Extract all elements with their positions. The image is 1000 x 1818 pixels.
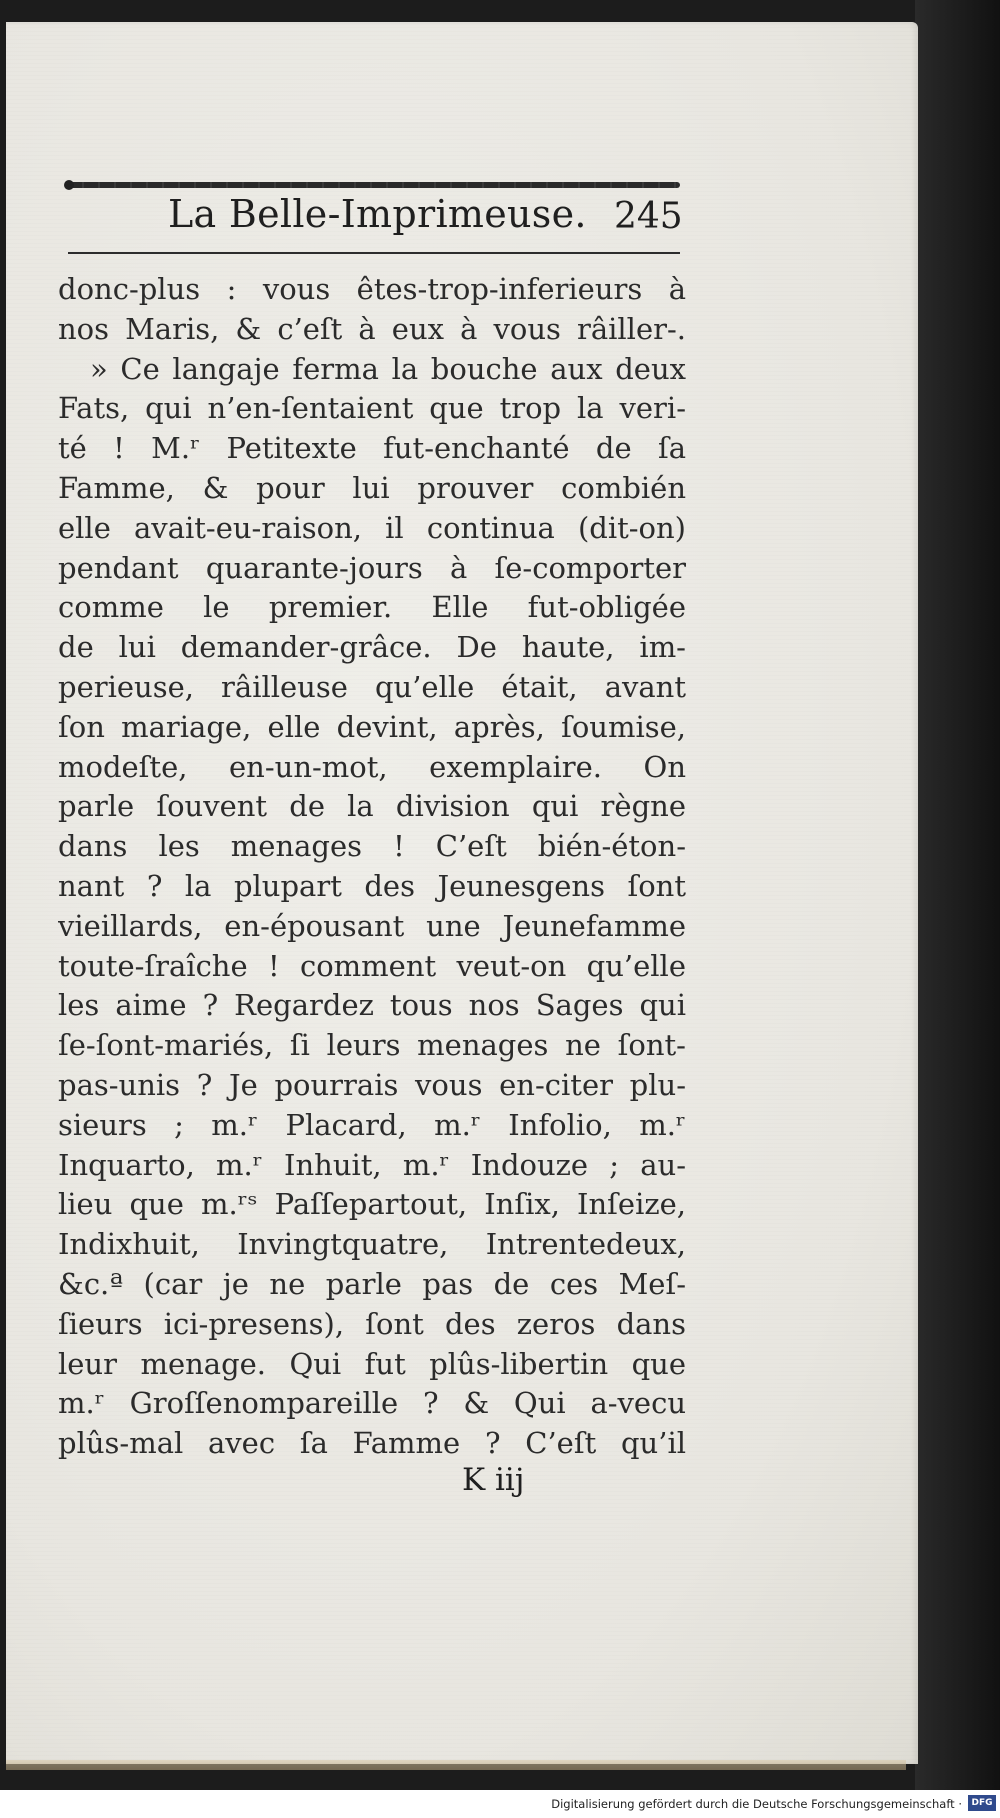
signature-mark: K iij <box>462 1462 525 1498</box>
text-line: m.ʳ Groſſenompareille ? & Qui a-vecu <box>58 1386 686 1421</box>
text-line: les aime ? Regardez tous nos Sages qui <box>58 988 686 1023</box>
text-line: donc-plus : vous êtes-trop-inferieurs à <box>58 272 686 306</box>
page-number: 245 <box>614 196 683 237</box>
text-line: toute-ſraîche ! comment veut-on qu’elle <box>58 948 686 983</box>
text-line: Fats, qui n’en-ſentaient que trop la veri- <box>58 391 686 426</box>
text-line: Famme, & pour lui prouver combién <box>58 470 686 505</box>
text-line: pas-unis ? Je pourrais vous en-citer plu- <box>58 1067 686 1102</box>
body-text <box>58 270 686 1464</box>
text-line: ſe-ſont-mariés, ſi leurs menages ne ſont- <box>58 1028 686 1063</box>
page-bottom-edge <box>6 1760 906 1770</box>
text-line: de lui demander-grâce. De haute, im- <box>58 630 686 665</box>
text-line: vieillards, en-épousant une Jeunefamme <box>58 908 686 943</box>
text-line: ſon mariage, elle devint, après, ſoumise, <box>58 709 686 744</box>
text-line: » Ce langaje ferma la bouche aux deux <box>90 351 686 386</box>
text-line: sieurs ; m.ʳ Placard, m.ʳ Infolio, m.ʳ <box>58 1107 686 1142</box>
book-gutter-shadow <box>915 0 1000 1790</box>
text-line: nant ? la plupart des Jeunesgens ſont <box>58 868 686 903</box>
header-ornament-rule <box>68 182 680 188</box>
text-line: ſieurs ici-presens), ſont des zeros dans <box>58 1306 686 1341</box>
text-line: lieu que m.ʳˢ Paſſepartout, Inſix, Inſeize, <box>58 1187 686 1222</box>
text-line: dans les menages ! C’eſt bién-éton- <box>58 829 686 864</box>
text-line: &c.ª (car je ne parle pas de ces Meſ- <box>58 1266 686 1301</box>
header-rule <box>68 252 680 254</box>
text-line: Indixhuit, Invingtquatre, Intrentedeux, <box>58 1227 686 1262</box>
text-line: Inquarto, m.ʳ Inhuit, m.ʳ Indouze ; au- <box>58 1147 686 1182</box>
text-line: perieuse, râilleuse qu’elle était, avant <box>58 669 686 704</box>
digitization-credit: Digitalisierung gefördert durch die Deutsche Forschungsgemeinschaft · <box>551 1797 962 1811</box>
running-title: La Belle-Imprimeuse. <box>168 192 587 236</box>
text-line: leur menage. Qui fut plûs-libertin que <box>58 1346 686 1381</box>
dfg-logo-icon: DFG <box>968 1795 996 1811</box>
text-line: comme le premier. Elle fut-obligée <box>58 590 686 625</box>
text-line: té ! M.ʳ Petitexte fut-enchanté de ſa <box>58 431 686 466</box>
text-line: nos Maris, & c’eſt à eux à vous râiller-. <box>58 311 686 346</box>
text-line: modeſte, en-un-mot, exemplaire. On <box>58 749 686 784</box>
text-line: plûs-mal avec ſa Famme ? C’eſt qu’il <box>58 1426 686 1461</box>
text-line: elle avait-eu-raison, il continua (dit-on) <box>58 510 686 545</box>
text-line: parle ſouvent de la division qui règne <box>58 789 686 824</box>
text-line: pendant quarante-jours à ſe-comporter <box>58 550 686 585</box>
